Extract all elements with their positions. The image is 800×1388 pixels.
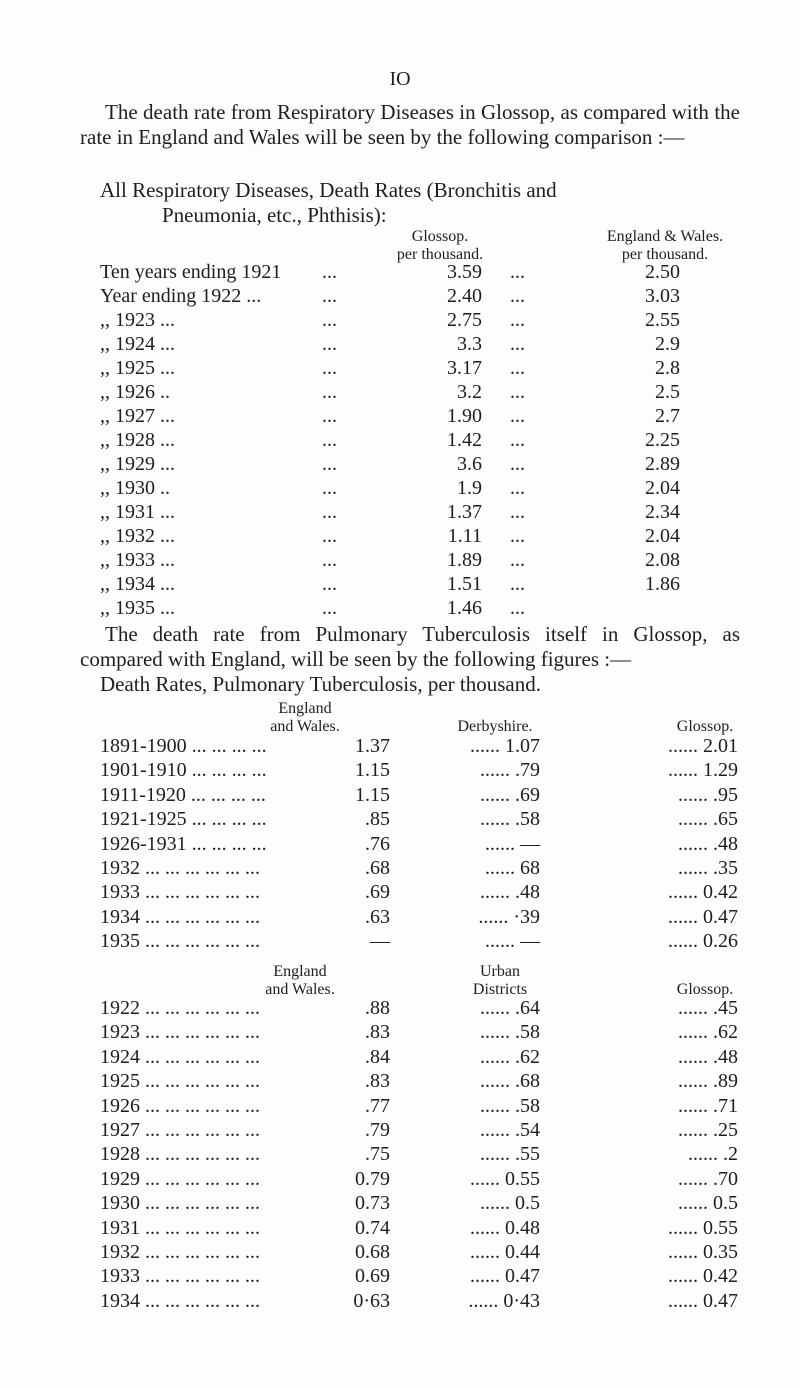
table-row bbox=[100, 1168, 760, 1192]
row-dots: ... bbox=[322, 573, 337, 595]
period-label: 1932 ... ... ... ... ... ... bbox=[100, 856, 260, 879]
urban-value: ...... 0.48 bbox=[470, 1216, 540, 1239]
derbyshire-value: ...... — bbox=[485, 832, 540, 855]
row-dots: ... bbox=[322, 333, 337, 355]
period-label: 1927 ... ... ... ... ... ... bbox=[100, 1118, 260, 1141]
england-value: 2.8 bbox=[655, 357, 680, 379]
period-label: 1911-1920 ... ... ... ... bbox=[100, 783, 266, 806]
period-label: 1926-1931 ... ... ... ... bbox=[100, 832, 267, 855]
table-row bbox=[100, 333, 760, 357]
urban-value: ...... 0.44 bbox=[470, 1240, 540, 1263]
table-row bbox=[100, 405, 760, 429]
england-value: .76 bbox=[365, 832, 390, 855]
glossop-value: ...... .25 bbox=[678, 1118, 738, 1141]
england-value: 0.68 bbox=[355, 1240, 390, 1263]
row-dots: ... bbox=[322, 405, 337, 427]
england-value: 1.15 bbox=[355, 783, 390, 806]
glossop-value: ...... 1.29 bbox=[668, 759, 738, 782]
england-value: 3.03 bbox=[645, 285, 680, 307]
table-row bbox=[100, 833, 760, 857]
col-header-england-wales: England & Wales. per thousand. bbox=[606, 228, 724, 263]
table-row bbox=[100, 784, 760, 808]
col-header-glossop-2: Glossop. bbox=[676, 718, 734, 735]
col-header-glossop: Glossop. per thousand. bbox=[396, 228, 484, 263]
urban-value: ...... 0.5 bbox=[480, 1192, 540, 1215]
row-dots: ... bbox=[510, 429, 525, 451]
row-dots: ... bbox=[510, 285, 525, 307]
glossop-value: ...... 0.47 bbox=[668, 905, 738, 928]
period-label: 1926 ... ... ... ... ... ... bbox=[100, 1094, 260, 1117]
heading-tuberculosis: Death Rates, Pulmonary Tuberculosis, per thousand. bbox=[100, 672, 541, 696]
england-value: .84 bbox=[365, 1045, 390, 1068]
row-label: ,, 1934 ... bbox=[100, 573, 175, 595]
table-row bbox=[100, 381, 760, 405]
table-row bbox=[100, 1046, 760, 1070]
urban-value: ...... 0·43 bbox=[468, 1289, 540, 1312]
table-row bbox=[100, 808, 760, 832]
derbyshire-value: ...... 68 bbox=[485, 856, 540, 879]
england-value: 0.69 bbox=[355, 1265, 390, 1288]
period-label: 1922 ... ... ... ... ... ... bbox=[100, 997, 260, 1019]
england-value: 2.50 bbox=[645, 261, 680, 283]
row-dots: ... bbox=[510, 501, 525, 523]
table-row bbox=[100, 1192, 760, 1216]
glossop-value: ...... .48 bbox=[678, 832, 738, 855]
derbyshire-value: ...... ·39 bbox=[478, 905, 540, 928]
england-value: 0.74 bbox=[355, 1216, 390, 1239]
row-dots: ... bbox=[510, 573, 525, 595]
period-label: 1932 ... ... ... ... ... ... bbox=[100, 1240, 260, 1263]
row-label: ,, 1933 ... bbox=[100, 549, 175, 571]
row-label: ,, 1935 ... bbox=[100, 597, 175, 619]
table-row bbox=[100, 477, 760, 501]
row-label: Year ending 1922 ... bbox=[100, 285, 262, 307]
col-header-england-wales-2: England and Wales. bbox=[270, 700, 340, 735]
row-dots: ... bbox=[510, 357, 525, 379]
row-dots: ... bbox=[322, 477, 337, 499]
row-dots: ... bbox=[510, 333, 525, 355]
period-label: 1928 ... ... ... ... ... ... bbox=[100, 1143, 260, 1166]
table-row bbox=[100, 1265, 760, 1289]
england-value: 1.15 bbox=[355, 759, 390, 782]
row-dots: ... bbox=[510, 261, 525, 283]
england-value: 0.79 bbox=[355, 1167, 390, 1190]
row-dots: ... bbox=[510, 309, 525, 331]
urban-value: ...... 0.47 bbox=[470, 1265, 540, 1288]
glossop-value: ...... .48 bbox=[678, 1045, 738, 1068]
england-value: 1.37 bbox=[355, 735, 390, 757]
glossop-value: 2.75 bbox=[447, 309, 482, 331]
glossop-value: ...... .89 bbox=[678, 1070, 738, 1093]
row-dots: ... bbox=[510, 525, 525, 547]
row-label: ,, 1929 ... bbox=[100, 453, 175, 475]
glossop-value: ...... .62 bbox=[678, 1021, 738, 1044]
table-row bbox=[100, 573, 760, 597]
table-row bbox=[100, 1290, 760, 1314]
derbyshire-value: ...... 1.07 bbox=[470, 735, 540, 757]
urban-value: ...... .68 bbox=[480, 1070, 540, 1093]
derbyshire-value: ...... .48 bbox=[480, 881, 540, 904]
table-row bbox=[100, 906, 760, 930]
row-dots: ... bbox=[322, 549, 337, 571]
row-label: ,, 1926 .. bbox=[100, 381, 170, 403]
row-dots: ... bbox=[510, 597, 525, 619]
glossop-value: 3.2 bbox=[457, 381, 482, 403]
england-value: — bbox=[370, 930, 390, 953]
row-dots: ... bbox=[510, 453, 525, 475]
row-dots: ... bbox=[322, 285, 337, 307]
england-value: .77 bbox=[365, 1094, 390, 1117]
glossop-value: 1.89 bbox=[447, 549, 482, 571]
row-dots: ... bbox=[510, 549, 525, 571]
derbyshire-value: ...... .79 bbox=[480, 759, 540, 782]
glossop-value: ...... 0.55 bbox=[668, 1216, 738, 1239]
table-row bbox=[100, 1143, 760, 1167]
row-dots: ... bbox=[510, 477, 525, 499]
glossop-value: ...... 0.5 bbox=[678, 1192, 738, 1215]
england-value: 2.04 bbox=[645, 525, 680, 547]
glossop-value: 1.9 bbox=[457, 477, 482, 499]
table-row bbox=[100, 261, 760, 285]
urban-value: ...... .64 bbox=[480, 997, 540, 1019]
period-label: 1931 ... ... ... ... ... ... bbox=[100, 1216, 260, 1239]
urban-value: ...... 0.55 bbox=[470, 1167, 540, 1190]
england-value: 2.9 bbox=[655, 333, 680, 355]
tuberculosis-urban-table bbox=[100, 997, 760, 1314]
urban-value: ...... .58 bbox=[480, 1094, 540, 1117]
glossop-value: 3.6 bbox=[457, 453, 482, 475]
glossop-value: 3.59 bbox=[447, 261, 482, 283]
period-label: 1891-1900 ... ... ... ... bbox=[100, 735, 267, 757]
table-row bbox=[100, 1217, 760, 1241]
row-dots: ... bbox=[322, 453, 337, 475]
row-dots: ... bbox=[322, 261, 337, 283]
row-label: Ten years ending 1921 bbox=[100, 261, 282, 283]
row-label: ,, 1924 ... bbox=[100, 333, 175, 355]
glossop-value: 1.90 bbox=[447, 405, 482, 427]
row-label: ,, 1927 ... bbox=[100, 405, 175, 427]
page-number: IO bbox=[389, 68, 411, 90]
derbyshire-value: ...... .69 bbox=[480, 783, 540, 806]
period-label: 1923 ... ... ... ... ... ... bbox=[100, 1021, 260, 1044]
glossop-value: ...... .45 bbox=[678, 997, 738, 1019]
heading-respiratory-line2: Pneumonia, etc., Phthisis): bbox=[162, 203, 387, 227]
england-value: .83 bbox=[365, 1021, 390, 1044]
row-label: ,, 1932 ... bbox=[100, 525, 175, 547]
col-header-urban-districts: Urban Districts bbox=[472, 963, 528, 998]
glossop-value: ...... 0.35 bbox=[668, 1240, 738, 1263]
england-value: .88 bbox=[365, 997, 390, 1019]
glossop-value: 1.11 bbox=[447, 525, 482, 547]
urban-value: ...... .62 bbox=[480, 1045, 540, 1068]
row-label: ,, 1928 ... bbox=[100, 429, 175, 451]
period-label: 1934 ... ... ... ... ... ... bbox=[100, 905, 260, 928]
table-row bbox=[100, 735, 760, 759]
table-row bbox=[100, 549, 760, 573]
england-value: .79 bbox=[365, 1118, 390, 1141]
row-dots: ... bbox=[510, 405, 525, 427]
row-dots: ... bbox=[322, 381, 337, 403]
table-row bbox=[100, 1241, 760, 1265]
period-label: 1929 ... ... ... ... ... ... bbox=[100, 1167, 260, 1190]
row-dots: ... bbox=[322, 357, 337, 379]
glossop-value: ...... 2.01 bbox=[668, 735, 738, 757]
row-dots: ... bbox=[322, 501, 337, 523]
glossop-value: 2.40 bbox=[447, 285, 482, 307]
col-header-england-wales-3: England and Wales. bbox=[265, 963, 335, 998]
period-label: 1934 ... ... ... ... ... ... bbox=[100, 1289, 260, 1312]
intro-paragraph-respiratory: The death rate from Respiratory Diseases in Glossop, as compared with the rate in England and Wales will be seen by the following comparison :— bbox=[80, 100, 740, 149]
table-row bbox=[100, 997, 760, 1021]
england-value: .69 bbox=[365, 881, 390, 904]
row-label: ,, 1931 ... bbox=[100, 501, 175, 523]
table-row bbox=[100, 597, 760, 621]
glossop-value: 1.42 bbox=[447, 429, 482, 451]
table-row bbox=[100, 881, 760, 905]
period-label: 1901-1910 ... ... ... ... bbox=[100, 759, 267, 782]
intro-paragraph-tuberculosis: The death rate from Pulmonary Tuberculosis itself in Glossop, as compared with England, will be seen by the following figures :— bbox=[80, 622, 740, 671]
urban-value: ...... .54 bbox=[480, 1118, 540, 1141]
col-header-derbyshire: Derbyshire. bbox=[457, 718, 533, 735]
derbyshire-value: ...... .58 bbox=[480, 808, 540, 831]
glossop-value: ...... .65 bbox=[678, 808, 738, 831]
table-row bbox=[100, 1095, 760, 1119]
period-label: 1935 ... ... ... ... ... ... bbox=[100, 930, 260, 953]
tuberculosis-derbyshire-table bbox=[100, 735, 760, 955]
row-dots: ... bbox=[322, 309, 337, 331]
row-dots: ... bbox=[322, 429, 337, 451]
table-row bbox=[100, 930, 760, 954]
glossop-value: ...... 0.42 bbox=[668, 1265, 738, 1288]
glossop-value: 3.17 bbox=[447, 357, 482, 379]
table-row bbox=[100, 309, 760, 333]
england-value: 2.04 bbox=[645, 477, 680, 499]
table-row bbox=[100, 357, 760, 381]
row-label: ,, 1930 .. bbox=[100, 477, 170, 499]
england-value: 2.5 bbox=[655, 381, 680, 403]
glossop-value: ...... .95 bbox=[678, 783, 738, 806]
table-row bbox=[100, 453, 760, 477]
table-row bbox=[100, 1070, 760, 1094]
period-label: 1933 ... ... ... ... ... ... bbox=[100, 881, 260, 904]
glossop-value: 1.46 bbox=[447, 597, 482, 619]
period-label: 1933 ... ... ... ... ... ... bbox=[100, 1265, 260, 1288]
glossop-value: ...... .71 bbox=[678, 1094, 738, 1117]
urban-value: ...... .58 bbox=[480, 1021, 540, 1044]
england-value: .83 bbox=[365, 1070, 390, 1093]
england-value: 2.25 bbox=[645, 429, 680, 451]
urban-value: ...... .55 bbox=[480, 1143, 540, 1166]
table-row bbox=[100, 501, 760, 525]
england-value: .63 bbox=[365, 905, 390, 928]
glossop-value: ...... 0.26 bbox=[668, 930, 738, 953]
glossop-value: ...... 0.47 bbox=[668, 1289, 738, 1312]
england-value: 2.55 bbox=[645, 309, 680, 331]
table-row bbox=[100, 1021, 760, 1045]
row-dots: ... bbox=[322, 597, 337, 619]
england-value: .68 bbox=[365, 856, 390, 879]
period-label: 1924 ... ... ... ... ... ... bbox=[100, 1045, 260, 1068]
period-label: 1921-1925 ... ... ... ... bbox=[100, 808, 267, 831]
glossop-value: ...... 0.42 bbox=[668, 881, 738, 904]
table-row bbox=[100, 285, 760, 309]
glossop-value: 1.51 bbox=[447, 573, 482, 595]
row-dots: ... bbox=[322, 525, 337, 547]
england-value: 2.7 bbox=[655, 405, 680, 427]
table-row bbox=[100, 429, 760, 453]
col-header-glossop-3: Glossop. bbox=[676, 981, 734, 998]
derbyshire-value: ...... — bbox=[485, 930, 540, 953]
row-dots: ... bbox=[510, 381, 525, 403]
england-value: 2.89 bbox=[645, 453, 680, 475]
respiratory-rates-table bbox=[100, 261, 760, 621]
england-value: 0·63 bbox=[353, 1289, 390, 1312]
row-label: ,, 1925 ... bbox=[100, 357, 175, 379]
row-label: ,, 1923 ... bbox=[100, 309, 175, 331]
period-label: 1930 ... ... ... ... ... ... bbox=[100, 1192, 260, 1215]
england-value: .75 bbox=[365, 1143, 390, 1166]
england-value: 0.73 bbox=[355, 1192, 390, 1215]
glossop-value: ...... .35 bbox=[678, 856, 738, 879]
glossop-value: 3.3 bbox=[457, 333, 482, 355]
table-row bbox=[100, 525, 760, 549]
glossop-value: ...... .2 bbox=[688, 1143, 738, 1166]
glossop-value: ...... .70 bbox=[678, 1167, 738, 1190]
england-value: 2.34 bbox=[645, 501, 680, 523]
table-row bbox=[100, 759, 760, 783]
heading-respiratory-line1: All Respiratory Diseases, Death Rates (Bronchitis and bbox=[100, 178, 557, 202]
england-value: .85 bbox=[365, 808, 390, 831]
table-row bbox=[100, 857, 760, 881]
period-label: 1925 ... ... ... ... ... ... bbox=[100, 1070, 260, 1093]
table-row bbox=[100, 1119, 760, 1143]
england-value: 2.08 bbox=[645, 549, 680, 571]
england-value: 1.86 bbox=[645, 573, 680, 595]
glossop-value: 1.37 bbox=[447, 501, 482, 523]
